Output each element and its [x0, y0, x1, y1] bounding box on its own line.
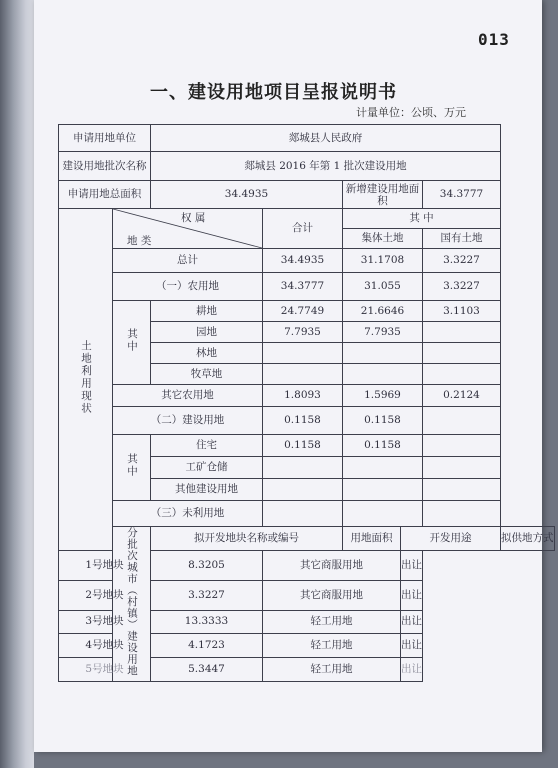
total-area-label: 申请用地总面积 — [59, 181, 151, 209]
col-state-header: 国有土地 — [423, 229, 501, 249]
row-unused-sum — [263, 501, 343, 527]
row-garden-label: 园地 — [151, 322, 263, 343]
col-total-header: 合计 — [263, 209, 343, 249]
land-status-side-label — [59, 209, 113, 551]
plots-header-name: 拟开发地块名称或编号 — [151, 527, 343, 551]
row-forest-state — [423, 343, 501, 364]
row-agri-state: 3.3227 — [423, 273, 501, 301]
row-housing-state — [423, 435, 501, 457]
row-unused-state — [423, 501, 501, 527]
row-industrial-state — [423, 457, 501, 479]
row-pasture-label: 牧草地 — [151, 364, 263, 385]
plot-area: 5.3447 — [151, 657, 263, 681]
row-pasture-collective — [343, 364, 423, 385]
plot-area: 4.1723 — [151, 634, 263, 658]
row-arable-sum: 24.7749 — [263, 301, 343, 322]
row-agri-sum: 34.3777 — [263, 273, 343, 301]
plots-header-supply: 拟供地方式 — [501, 527, 555, 551]
plot-name: 4号地块 — [59, 634, 151, 658]
status-header-row-1 — [59, 209, 555, 229]
land-status-side-text: 土地利用现状 — [80, 339, 92, 415]
new-area-label: 新增建设用地面积 — [343, 181, 423, 209]
row-unused — [59, 501, 555, 527]
batch-value: 郯城县 2016 年第 1 批次建设用地 — [151, 152, 501, 181]
row-arable-label: 耕地 — [151, 301, 263, 322]
applicant-label: 申请用地单位 — [59, 125, 151, 152]
plot-area: 8.3205 — [151, 550, 263, 580]
row-housing — [59, 435, 555, 457]
row-forest-label: 林地 — [151, 343, 263, 364]
row-other-agri-state: 0.2124 — [423, 385, 501, 407]
land-report-table — [58, 124, 555, 682]
plot-supply: 出让 — [401, 580, 423, 610]
row-total-state: 3.3227 — [423, 249, 501, 273]
const-among-label — [113, 435, 151, 501]
row-construction — [59, 407, 555, 435]
total-area-value: 34.4935 — [151, 181, 343, 209]
corner-category-label: 地 类 — [127, 235, 152, 247]
row-other-const-collective — [343, 479, 423, 501]
row-arable — [59, 301, 555, 322]
total-area-row — [59, 181, 555, 209]
plots-header-area: 用地面积 — [343, 527, 401, 551]
row-total-sum: 34.4935 — [263, 249, 343, 273]
row-unused-label: （三）未利用地 — [113, 501, 263, 527]
plot-use: 轻工用地 — [263, 634, 401, 658]
agri-among-label — [113, 301, 151, 385]
row-industrial-label: 工矿仓储 — [151, 457, 263, 479]
row-construction-sum: 0.1158 — [263, 407, 343, 435]
plot-name: 3号地块 — [59, 610, 151, 634]
row-other-agri — [59, 385, 555, 407]
row-arable-collective: 21.6646 — [343, 301, 423, 322]
plot-name: 5号地块 — [59, 657, 151, 681]
row-forest-collective — [343, 343, 423, 364]
row-agri-label: （一）农用地 — [113, 273, 263, 301]
row-garden-state — [423, 322, 501, 343]
corner-ownership-label: 权 属 — [181, 212, 206, 224]
row-garden-collective: 7.7935 — [343, 322, 423, 343]
row-housing-label: 住宅 — [151, 435, 263, 457]
row-pasture-sum — [263, 364, 343, 385]
plot-supply: 出让 — [401, 657, 423, 681]
row-unused-collective — [343, 501, 423, 527]
land-report-table-wrap — [58, 124, 555, 682]
row-housing-sum: 0.1158 — [263, 435, 343, 457]
category-ownership-corner — [113, 209, 263, 249]
plot-supply: 出让 — [401, 634, 423, 658]
row-forest-sum — [263, 343, 343, 364]
row-other-const-label: 其他建设用地 — [151, 479, 263, 501]
plot-supply: 出让 — [401, 550, 423, 580]
row-industrial-collective — [343, 457, 423, 479]
plot-use: 轻工用地 — [263, 657, 401, 681]
batch-row — [59, 152, 555, 181]
row-agri — [59, 273, 555, 301]
plot-use: 轻工用地 — [263, 610, 401, 634]
plot-name: 1号地块 — [59, 550, 151, 580]
unit-note: 计量单位：公顷、万元 — [356, 106, 466, 119]
row-other-agri-label: 其它农用地 — [113, 385, 263, 407]
page-title: 一、建设用地项目呈报说明书 — [150, 82, 397, 103]
col-among-header: 其 中 — [343, 209, 501, 229]
row-housing-collective: 0.1158 — [343, 435, 423, 457]
row-other-agri-collective: 1.5969 — [343, 385, 423, 407]
row-other-agri-sum: 1.8093 — [263, 385, 343, 407]
row-agri-collective: 31.055 — [343, 273, 423, 301]
row-construction-collective: 0.1158 — [343, 407, 423, 435]
agri-among-text: 其中 — [126, 328, 138, 353]
batch-label: 建设用地批次名称 — [59, 152, 151, 181]
plot-use: 其它商服用地 — [263, 580, 401, 610]
col-collective-header: 集体土地 — [343, 229, 423, 249]
plot-name: 2号地块 — [59, 580, 151, 610]
plot-area: 13.3333 — [151, 610, 263, 634]
const-among-text: 其中 — [126, 453, 138, 478]
plots-side-text: 分批次城市（村镇）建设用地 — [126, 527, 138, 677]
plot-supply: 出让 — [401, 610, 423, 634]
plots-header-use: 开发用途 — [401, 527, 501, 551]
applicant-row — [59, 125, 555, 152]
row-total-collective: 31.1708 — [343, 249, 423, 273]
row-other-const-state — [423, 479, 501, 501]
plot-area: 3.3227 — [151, 580, 263, 610]
row-pasture-state — [423, 364, 501, 385]
row-total-label: 总计 — [113, 249, 263, 273]
plots-header-row — [59, 527, 555, 551]
row-other-const-sum — [263, 479, 343, 501]
row-total — [59, 249, 555, 273]
book-spine — [0, 0, 34, 768]
row-construction-label: （二）建设用地 — [113, 407, 263, 435]
row-industrial-sum — [263, 457, 343, 479]
applicant-value: 郯城县人民政府 — [151, 125, 501, 152]
row-arable-state: 3.1103 — [423, 301, 501, 322]
row-garden-sum: 7.7935 — [263, 322, 343, 343]
plot-use: 其它商服用地 — [263, 550, 401, 580]
page-number: 013 — [478, 30, 510, 49]
row-construction-state — [423, 407, 501, 435]
new-area-value: 34.3777 — [423, 181, 501, 209]
